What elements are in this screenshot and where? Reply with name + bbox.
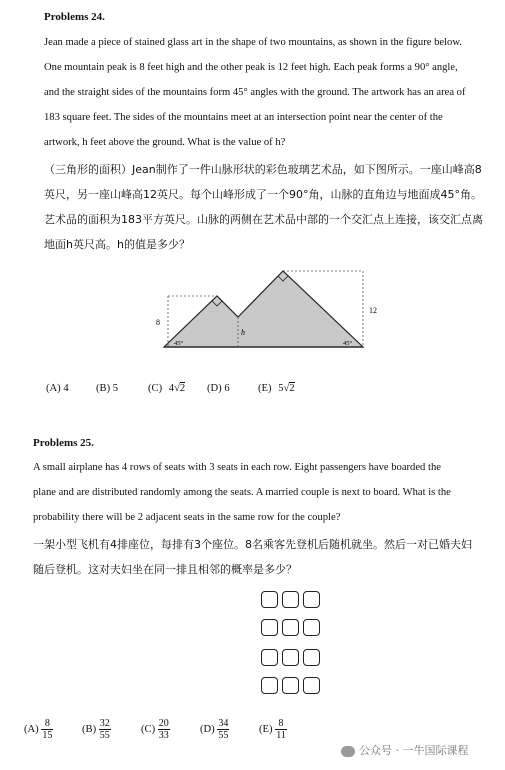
- numerator: 32: [99, 718, 110, 729]
- denominator: 55: [218, 730, 229, 741]
- watermark: [341, 742, 469, 758]
- choice-label: (D): [200, 723, 215, 735]
- p24-text-line: 183 square feet. The sides of the mountains meet at an intersection point near the center of the: [44, 112, 443, 123]
- denominator: 11: [276, 730, 286, 741]
- numerator: 8: [41, 718, 53, 730]
- numerator: 8: [275, 718, 287, 730]
- seat: [261, 591, 278, 608]
- seat: [261, 619, 278, 636]
- p24-zh-line: 艺术品的面积为183平方英尺。山脉的两侧在艺术品中部的一个交汇点上连接，该交汇点离: [44, 213, 483, 226]
- p25-zh-line: 一架小型飞机有4排座位，每排有3个座位。8名乘客先登机后随机就坐。然后一对已婚夫妇: [33, 538, 472, 551]
- choice-label: (A): [24, 723, 39, 735]
- label-45-left: 45°: [174, 340, 184, 347]
- choice-c: [141, 718, 170, 741]
- denominator: 55: [99, 730, 110, 741]
- seat: [261, 677, 278, 694]
- problem-25-title: Problems 25.: [33, 437, 94, 449]
- seat: [282, 619, 299, 636]
- fraction: [41, 718, 53, 741]
- seat: [282, 677, 299, 694]
- mountains-shape: [164, 271, 363, 347]
- numerator: 20: [158, 718, 169, 729]
- choice-d: (D) 6: [207, 383, 230, 394]
- seat: [303, 619, 320, 636]
- denominator: 15: [42, 730, 53, 741]
- choice-a: (A) 4: [46, 383, 69, 394]
- fraction: [217, 718, 229, 741]
- p24-zh-line: 地面h英尺高。h的值是多少？: [44, 238, 190, 251]
- p24-text-line: One mountain peak is 8 feet high and the other peak is 12 feet high. Each peak forms a 90° angle,: [44, 62, 458, 73]
- seat: [303, 649, 320, 666]
- seat: [282, 591, 299, 608]
- choice-c-radicand: 2: [179, 383, 186, 394]
- p25-text-line: probability there will be 2 adjacent seats in the same row for the couple?: [33, 512, 341, 523]
- p25-text-line: A small airplane has 4 rows of seats with 3 seats in each row. Eight passengers have boarded the: [33, 462, 441, 473]
- seat-grid: [261, 591, 321, 701]
- mountains-figure: [150, 264, 390, 354]
- p24-text-line: and the straight sides of the mountains form 45° angles with the ground. The artwork has an area of: [44, 87, 466, 98]
- choice-c-label: (C): [148, 383, 163, 394]
- label-45-right: 45°: [343, 340, 353, 347]
- choice-e-coef: 5: [278, 383, 284, 394]
- label-h: h: [241, 328, 245, 337]
- wechat-icon: [341, 746, 355, 757]
- problem-24-title: Problems 24.: [44, 11, 105, 23]
- seat: [303, 677, 320, 694]
- fraction: [275, 718, 287, 741]
- sqrt-icon: √: [174, 383, 180, 394]
- choice-b: (B) 5: [96, 383, 119, 394]
- choice-d: [200, 718, 229, 741]
- choice-b: [82, 718, 111, 741]
- choice-e: [258, 383, 295, 394]
- p25-zh-line: 随后登机。这对夫妇坐在同一排且相邻的概率是多少？: [33, 563, 297, 576]
- p24-text-line: Jean made a piece of stained glass art in the shape of two mountains, as shown in the figure below.: [44, 37, 462, 48]
- fraction: [99, 718, 111, 741]
- denominator: 33: [158, 730, 169, 741]
- p24-zh-line: （三角形的面积）Jean制作了一件山脉形状的彩色玻璃艺术品，如下图所示。一座山峰高8: [44, 163, 482, 176]
- choice-e-label: (E): [258, 383, 272, 394]
- p24-text-line: artwork, h feet above the ground. What is the value of h?: [44, 137, 286, 148]
- watermark-text: 公众号 · 一牛国际课程: [359, 744, 469, 757]
- choice-c: [148, 383, 185, 394]
- label-8: 8: [156, 318, 160, 327]
- seat: [261, 649, 278, 666]
- fraction: [158, 718, 170, 741]
- choice-label: (B): [82, 723, 97, 735]
- choice-a: [24, 718, 53, 741]
- p24-zh-line: 英尺，另一座山峰高12英尺。每个山峰形成了一个90°角，山脉的直角边与地面成45°角。: [44, 188, 482, 201]
- numerator: 34: [218, 718, 229, 729]
- choice-label: (C): [141, 723, 156, 735]
- seat: [303, 591, 320, 608]
- choice-e-radicand: 2: [289, 383, 295, 394]
- choice-e: [259, 718, 287, 741]
- seat: [282, 649, 299, 666]
- sqrt-icon: √: [283, 383, 290, 394]
- choice-label: (E): [259, 723, 273, 735]
- choice-c-coef: 4: [168, 383, 175, 394]
- p25-text-line: plane and are distributed randomly among the seats. A married couple is next to board. What is the: [33, 487, 451, 498]
- label-12: 12: [369, 306, 377, 315]
